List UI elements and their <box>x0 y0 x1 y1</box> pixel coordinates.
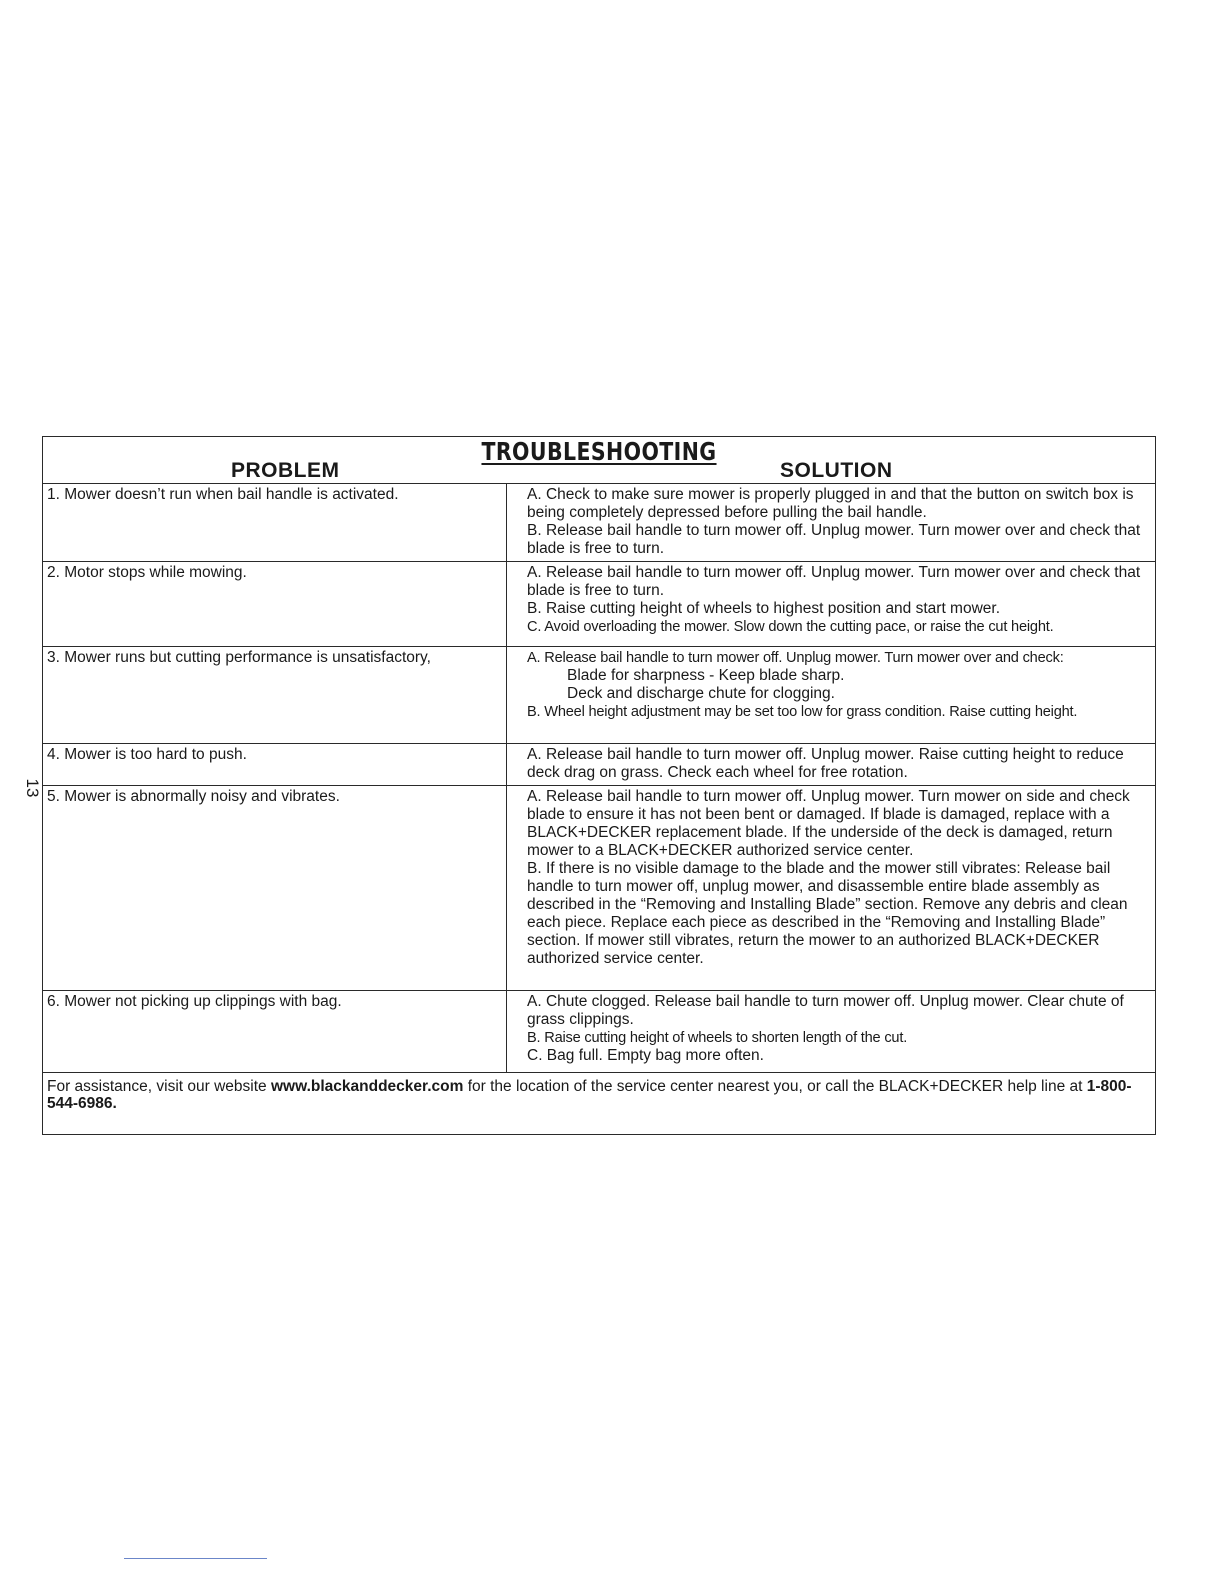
table-row-4 <box>43 744 1155 786</box>
table-row-2 <box>43 562 1155 647</box>
assistance-text <box>47 1078 1147 1112</box>
table-header <box>43 437 1155 484</box>
table-row-5 <box>43 786 1155 991</box>
solution-item: A. Chute clogged. Release bail handle to turn mower off. Unplug mower. Clear chute of grass clippings. <box>527 993 1124 1028</box>
solution-item: A. Release bail handle to turn mower off. Unplug mower. Turn mower on side and check blade to ensure it has not been bent or damaged. If blade is damaged, replace with a BLACK+DECKER replacement blade. If the underside of the deck is damaged, return mower to a BLACK+DECKER authorized service center. <box>527 788 1130 859</box>
solution-item: A. Release bail handle to turn mower off. Unplug mower. Turn mower over and check: <box>527 650 1064 666</box>
solution-item: A. Check to make sure mower is properly plugged in and that the button on switch box is being completely depressed before pulling the bail handle. <box>527 486 1134 521</box>
table-row-6 <box>43 991 1155 1073</box>
table-row-1 <box>43 484 1155 562</box>
solution-cell-1 <box>527 486 1157 558</box>
column-divider <box>506 786 507 990</box>
problem-cell-6: 6. Mower not picking up clippings with bag. <box>47 993 342 1010</box>
assistance-intro: For assistance, visit our website <box>47 1078 271 1095</box>
problem-column-header: PROBLEM <box>231 459 340 482</box>
problem-cell-2: 2. Motor stops while mowing. <box>47 564 247 581</box>
problem-cell-5: 5. Mower is abnormally noisy and vibrates. <box>47 788 340 805</box>
column-divider <box>506 647 507 743</box>
solution-cell-5 <box>527 788 1157 968</box>
solution-cell-6 <box>527 993 1157 1065</box>
solution-subitem: Blade for sharpness - Keep blade sharp. <box>567 667 845 684</box>
solution-item: B. If there is no visible damage to the blade and the mower still vibrates: Release bail handle to turn mower off, unplug mower, and disassemble entire blade assembly as described in the “Removing and Installing Blade” section. Remove any debris and clean each piece. Replace each piece as described in the “Removing and Installing Blade” section. If mower still vibrates, return the mower to an authorized BLACK+DECKER authorized service center. <box>527 860 1128 967</box>
solution-item: C. Avoid overloading the mower. Slow down the cutting pace, or raise the cut height. <box>527 619 1054 635</box>
table-title: TROUBLESHOOTING <box>481 437 717 466</box>
page-number: 13 <box>23 778 42 798</box>
decorative-line <box>124 1558 267 1559</box>
problem-cell-4: 4. Mower is too hard to push. <box>47 746 247 763</box>
solution-column-header: SOLUTION <box>780 459 893 482</box>
solution-item: C. Bag full. Empty bag more often. <box>527 1047 764 1064</box>
column-divider <box>506 484 507 561</box>
solution-item: B. Wheel height adjustment may be set too low for grass condition. Raise cutting height. <box>527 704 1078 720</box>
assistance-middle: for the location of the service center nearest you, or call the BLACK+DECKER help line at <box>463 1078 1087 1095</box>
solution-subitem: Deck and discharge chute for clogging. <box>567 685 835 702</box>
solution-cell-3 <box>527 649 1157 721</box>
solution-item: A. Release bail handle to turn mower off. Unplug mower. Raise cutting height to reduce deck drag on grass. Check each wheel for free rotation. <box>527 746 1124 781</box>
solution-cell-2 <box>527 564 1157 636</box>
column-divider <box>506 562 507 646</box>
help-line-phone: 1-800-544-6986. <box>47 1078 1132 1112</box>
assistance-row <box>43 1073 1155 1135</box>
troubleshooting-table <box>42 436 1156 1135</box>
problem-cell-1: 1. Mower doesn’t run when bail handle is activated. <box>47 486 399 503</box>
table-row-3 <box>43 647 1155 744</box>
solution-item: B. Raise cutting height of wheels to shorten length of the cut. <box>527 1030 908 1046</box>
solution-item: B. Release bail handle to turn mower off. Unplug mower. Turn mower over and check that blade is free to turn. <box>527 522 1141 557</box>
website-link[interactable]: www.blackanddecker.com <box>270 1078 464 1095</box>
solution-item: A. Release bail handle to turn mower off. Unplug mower. Turn mower over and check that blade is free to turn. <box>527 564 1141 599</box>
column-divider <box>506 991 507 1072</box>
solution-cell-4 <box>527 746 1157 782</box>
problem-cell-3: 3. Mower runs but cutting performance is unsatisfactory, <box>47 649 431 666</box>
column-divider <box>506 744 507 785</box>
solution-item: B. Raise cutting height of wheels to highest position and start mower. <box>527 600 1001 617</box>
